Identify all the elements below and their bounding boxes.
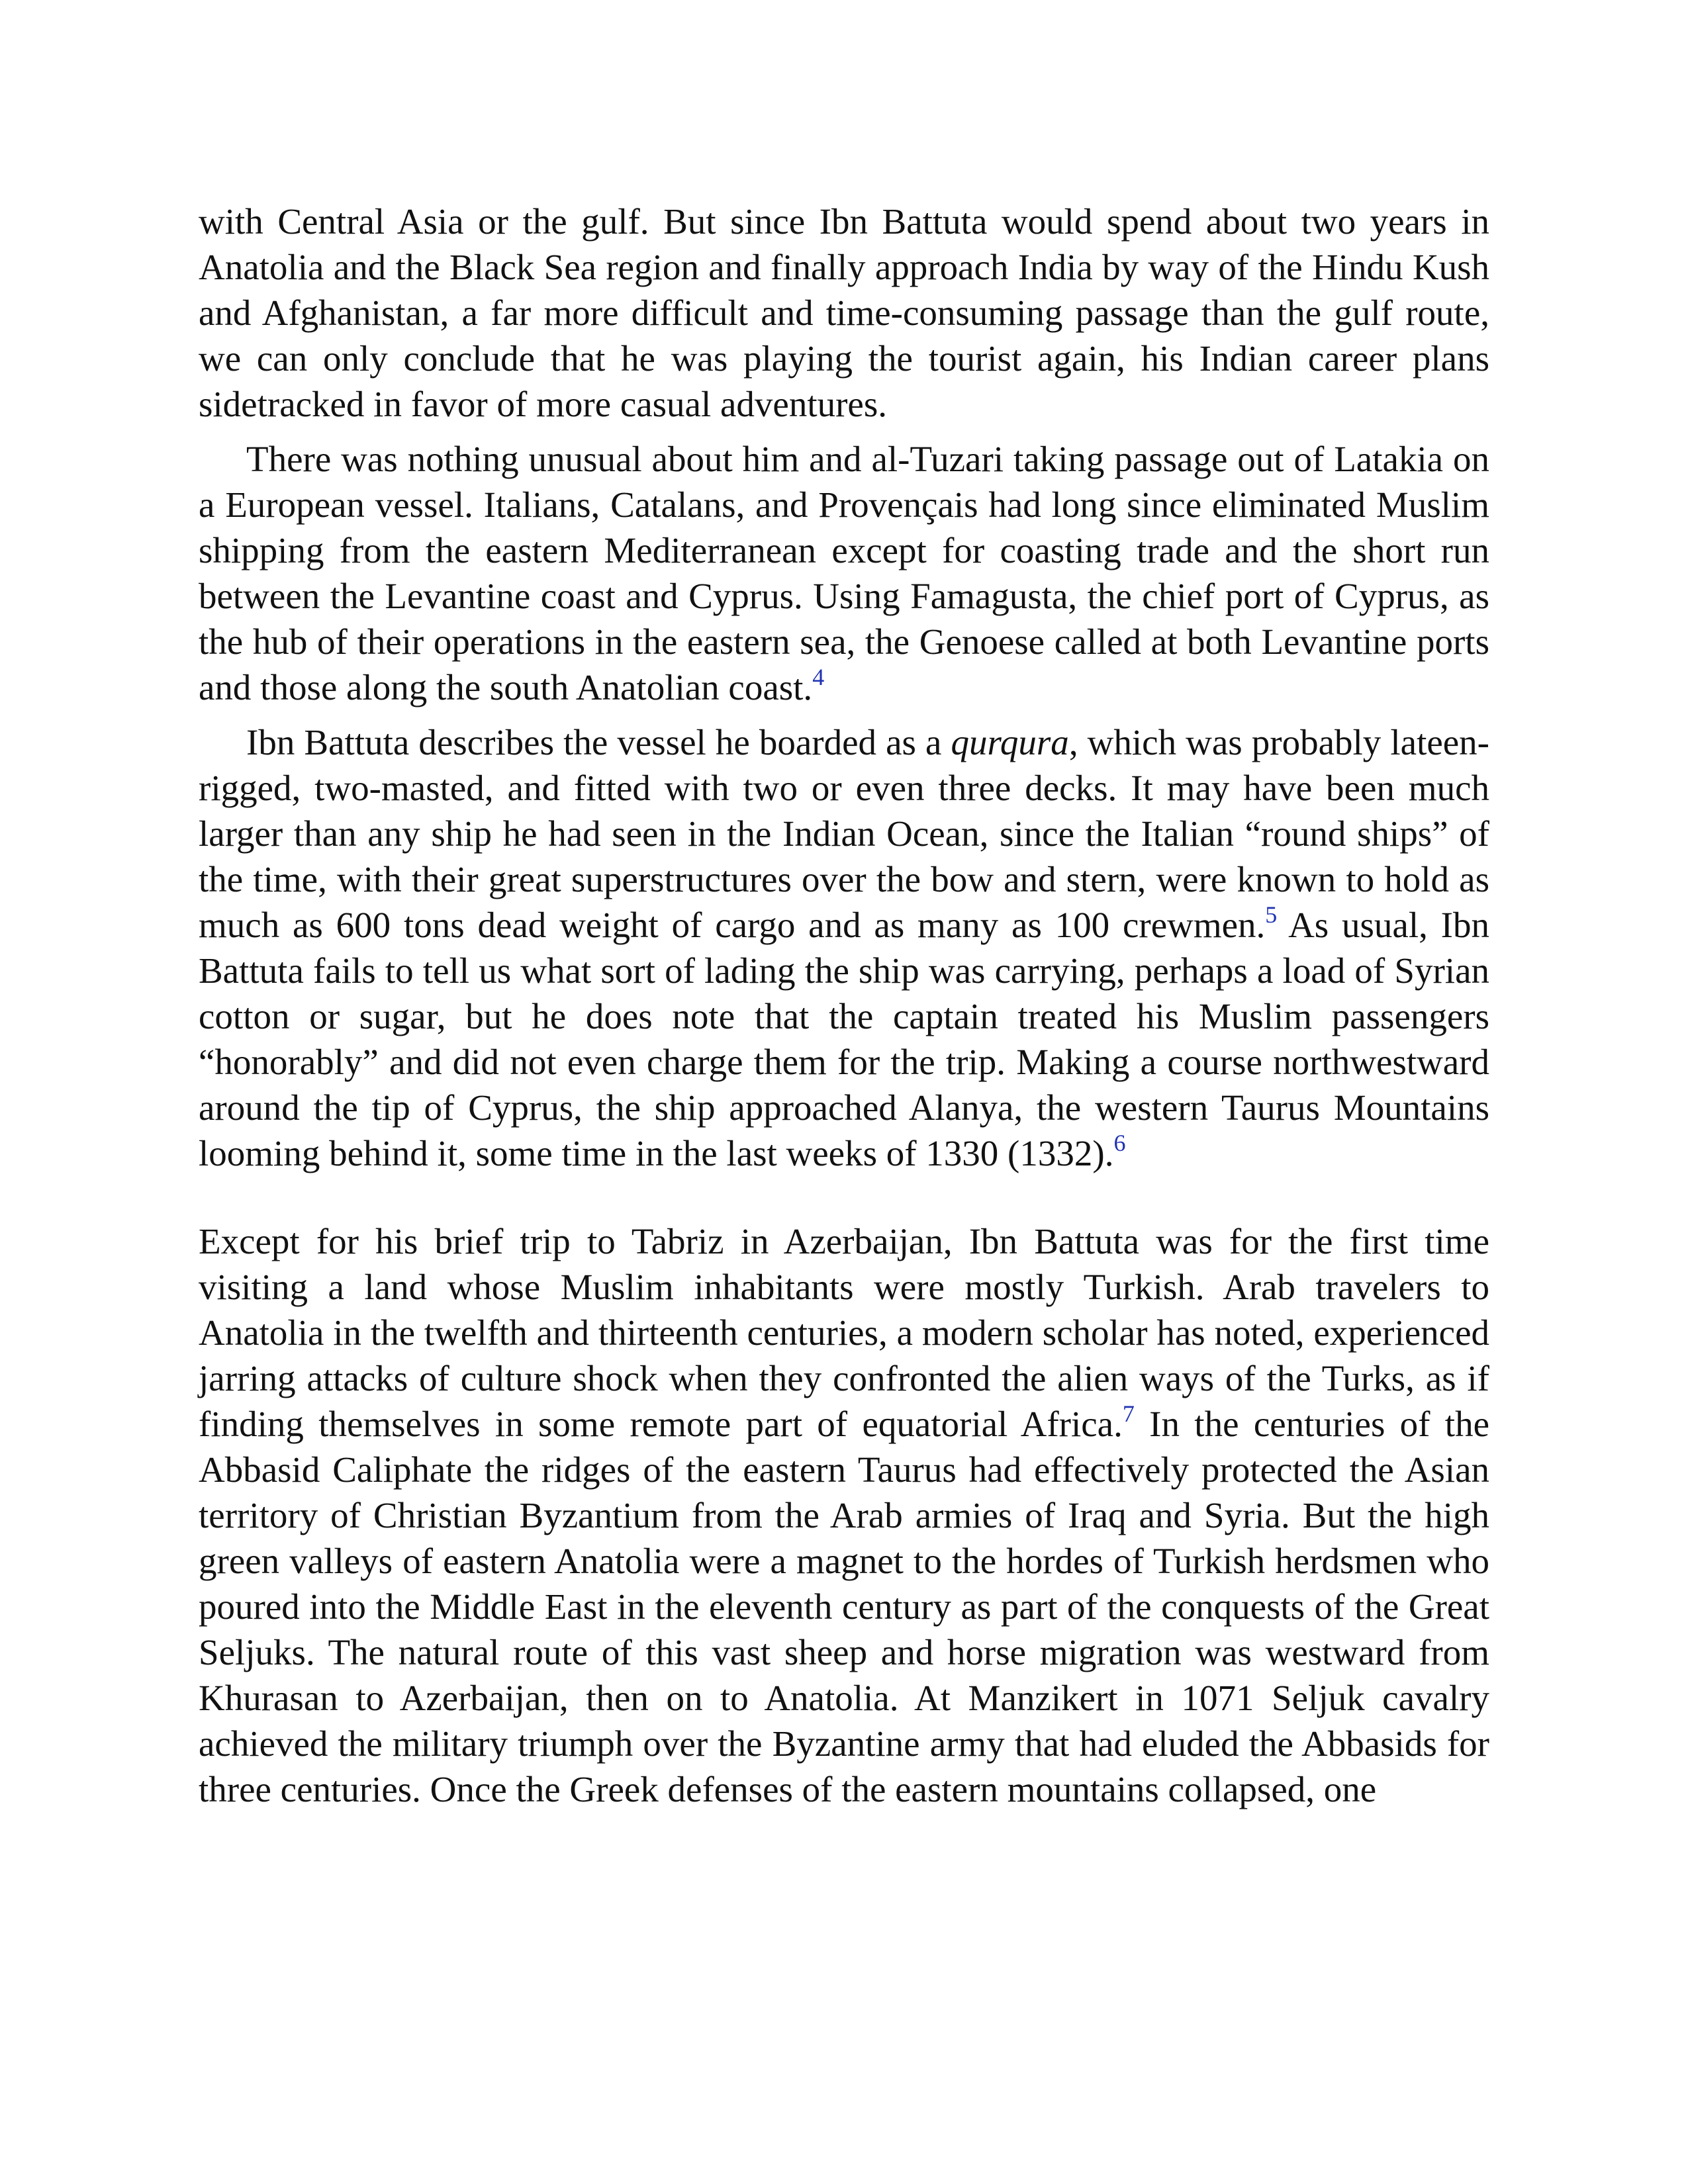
footnote-ref-5[interactable]: 5 (1265, 901, 1278, 928)
paragraph-4-text-a: Except for his brief trip to Tabriz in Azerbaijan, Ibn Battuta was for the first time visiting a land whose Muslim inhabitants were mostly Turkish. Arab travelers to Anatolia in the twelfth and thirteenth centuries, a modern scholar has noted, experienced jarring attacks of culture shock when they confronted the alien ways of the Turks, as if finding themselves in some remote part of equatorial Africa. (199, 1221, 1489, 1444)
footnote-ref-6[interactable]: 6 (1113, 1130, 1126, 1156)
paragraph-1 (199, 199, 1489, 427)
paragraph-3 (199, 719, 1489, 1176)
paragraph-2 (199, 436, 1489, 710)
paragraph-1-text: with Central Asia or the gulf. But since Ibn Battuta would spend about two years in Anatolia and the Black Sea region and finally approach India by way of the Hindu Kush and Afghanistan, a far more difficult and time-consuming passage than the gulf route, we can only conclude that he was playing the tourist again, his Indian career plans sidetracked in favor of more casual adventures. (199, 201, 1489, 424)
book-page-body (199, 199, 1489, 1821)
paragraph-4-text-b: In the centuries of the Abbasid Caliphate the ridges of the eastern Taurus had effectively protected the Asian territory of Christian Byzantium from the Arab armies of Iraq and Syria. But the high green valleys of eastern Anatolia were a magnet to the hordes of Turkish herdsmen who poured into the Middle East in the eleventh century as part of the conquests of the Great Seljuks. The natural route of this vast sheep and horse migration was westward from Khurasan to Azerbaijan, then on to Anatolia. At Manzikert in 1071 Seljuk cavalry achieved the military triumph over the Byzantine army that had eluded the Abbasids for three centuries. Once the Greek defenses of the eastern mountains collapsed, one (199, 1404, 1490, 1809)
footnote-ref-7[interactable]: 7 (1122, 1400, 1135, 1427)
paragraph-3-text-b: , which was probably lateen-rigged, two-masted, and fitted with two or even three decks. It may have been much larger than any ship he had seen in the Indian Ocean, since the Italian “round ships” of the time, with their great superstructures over the bow and stern, were known to hold as much as 600 tons dead weight of cargo and as many as 100 crewmen. (199, 722, 1489, 945)
paragraph-2-text: There was nothing unusual about him and al-Tuzari taking passage out of Latakia on a European vessel. Italians, Catalans, and Provençais had long since eliminated Muslim shipping from the eastern Mediterranean except for coasting trade and the short run between the Levantine coast and Cyprus. Using Famagusta, the chief port of Cyprus, as the hub of their operations in the eastern sea, the Genoese called at both Levantine ports and those along the south Anatolian coast. (199, 439, 1489, 707)
term-qurqura: qurqura (951, 722, 1069, 762)
paragraph-3-text-a: Ibn Battuta describes the vessel he boarded as a (246, 722, 951, 762)
paragraph-4 (199, 1218, 1489, 1812)
paragraph-3-text-c: As usual, Ibn Battuta fails to tell us what sort of lading the ship was carrying, perhaps a load of Syrian cotton or sugar, but he does note that the captain treated his Muslim passengers “honorably” and did not even charge them for the trip. Making a course northwestward around the tip of Cyprus, the ship approached Alanya, the western Taurus Mountains looming behind it, some time in the last weeks of 1330 (1332). (199, 905, 1489, 1173)
footnote-ref-4[interactable]: 4 (812, 664, 825, 690)
